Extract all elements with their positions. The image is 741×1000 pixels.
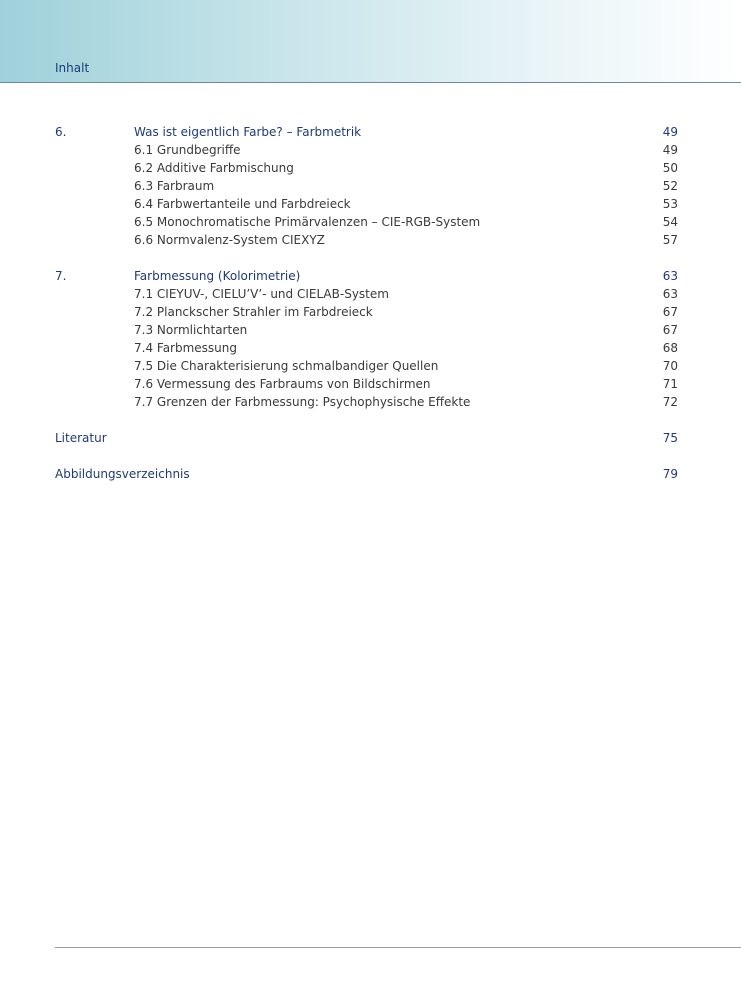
chapter-title: Farbmessung (Kolorimetrie) — [134, 269, 301, 283]
page-number: 71 — [662, 377, 678, 391]
page-number: 53 — [662, 197, 678, 211]
toc-section-7-2[interactable] — [0, 303, 741, 321]
toc-section-7-1[interactable] — [0, 285, 741, 303]
toc-section-6-6[interactable] — [0, 231, 741, 249]
page-number: 63 — [662, 269, 678, 283]
chapter-title: Was ist eigentlich Farbe? – Farbmetrik — [134, 125, 362, 139]
page-number: 70 — [662, 359, 678, 373]
page-number: 50 — [662, 161, 678, 175]
toc-section-6-3[interactable] — [0, 177, 741, 195]
page-number: 68 — [662, 341, 678, 355]
toc-section-7-7[interactable] — [0, 393, 741, 411]
toc-section-6-1[interactable] — [0, 141, 741, 159]
toc-section-7-3[interactable] — [0, 321, 741, 339]
page-number: 57 — [662, 233, 678, 247]
page-number: 52 — [662, 179, 678, 193]
entry-title: Literatur — [55, 431, 107, 445]
page-title: Inhalt — [55, 61, 90, 75]
section-title: 7.5 Die Charakterisierung schmalbandiger Quellen — [134, 359, 439, 373]
section-title: 6.3 Farbraum — [134, 179, 215, 193]
toc-abbildungsverzeichnis[interactable] — [0, 465, 741, 483]
section-title: 6.2 Additive Farbmischung — [134, 161, 294, 175]
page-number: 72 — [662, 395, 678, 409]
toc-chapter-6[interactable] — [0, 123, 741, 141]
page-number: 63 — [662, 287, 678, 301]
section-title: 7.1 CIEYUV-, CIELU’V’- und CIELAB-System — [134, 287, 389, 301]
section-title: 6.6 Normvalenz-System CIEXYZ — [134, 233, 325, 247]
header-divider — [0, 82, 741, 83]
toc-section-7-4[interactable] — [0, 339, 741, 357]
page-number: 49 — [662, 143, 678, 157]
page-number: 67 — [662, 305, 678, 319]
toc-chapter-7[interactable] — [0, 267, 741, 285]
page-number: 75 — [662, 431, 678, 445]
section-title: 6.5 Monochromatische Primärvalenzen – CIE-RGB-System — [134, 215, 481, 229]
toc-section-6-2[interactable] — [0, 159, 741, 177]
page-number: 67 — [662, 323, 678, 337]
section-title: 7.4 Farbmessung — [134, 341, 238, 355]
toc-literatur[interactable] — [0, 429, 741, 447]
page-number: 54 — [662, 215, 678, 229]
page-number: 79 — [662, 467, 678, 481]
toc-section-6-4[interactable] — [0, 195, 741, 213]
chapter-number: 7. — [55, 269, 67, 283]
section-title: 7.3 Normlichtarten — [134, 323, 248, 337]
page-number: 49 — [662, 125, 678, 139]
chapter-number: 6. — [55, 125, 67, 139]
footer-divider — [55, 947, 741, 948]
section-title: 7.7 Grenzen der Farbmessung: Psychophysische Effekte — [134, 395, 471, 409]
section-title: 6.4 Farbwertanteile und Farbdreieck — [134, 197, 351, 211]
toc-section-6-5[interactable] — [0, 213, 741, 231]
section-title: 7.6 Vermessung des Farbraums von Bildschirmen — [134, 377, 431, 391]
section-title: 6.1 Grundbegriffe — [134, 143, 241, 157]
entry-title: Abbildungsverzeichnis — [55, 467, 190, 481]
toc-section-7-6[interactable] — [0, 375, 741, 393]
section-title: 7.2 Planckscher Strahler im Farbdreieck — [134, 305, 373, 319]
toc-section-7-5[interactable] — [0, 357, 741, 375]
page-header-band — [0, 0, 741, 82]
